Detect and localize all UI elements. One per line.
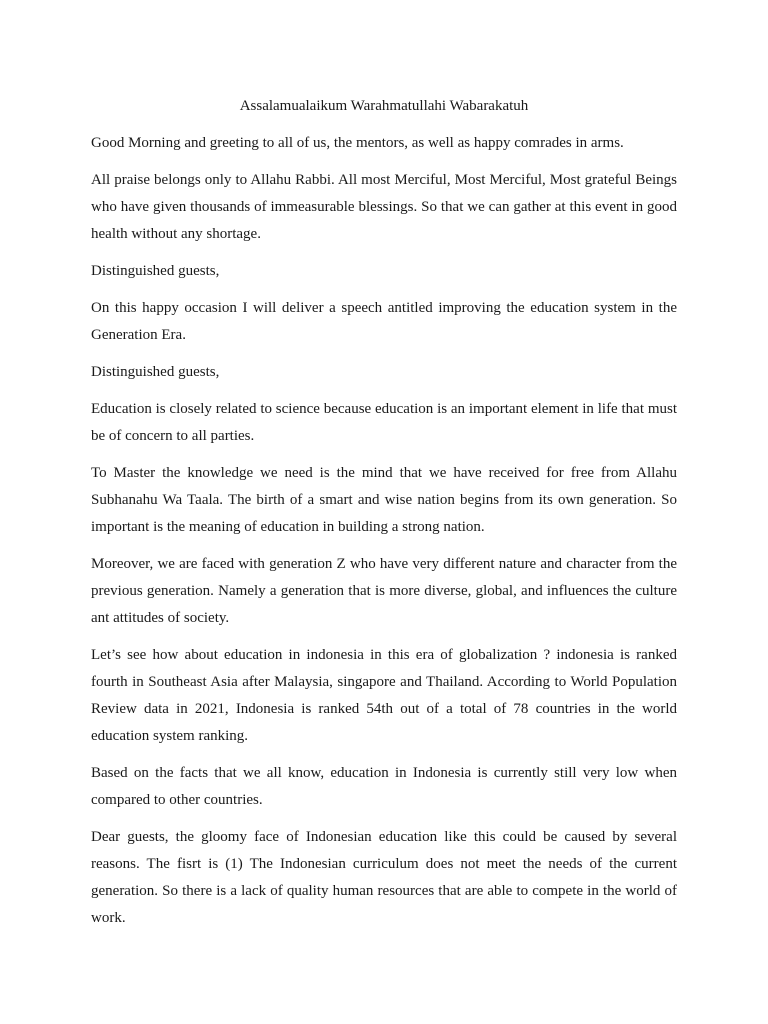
document-title: Assalamualaikum Warahmatullahi Wabarakatuh: [239, 98, 529, 114]
paragraph-reasons: Dear guests, the gloomy face of Indonesian education like this could be caused by several reasons. The fisrt is (1) The Indonesian curriculum does not meet the needs of the current generation. So there is a lack of quality human resources that are able to compete in the world of work.: [91, 829, 677, 926]
paragraph-praise: All praise belongs only to Allahu Rabbi. All most Merciful, Most Merciful, Most grateful Beings who have given thousands of immeasurable blessings. So that we can gather at this event in good health without any shortage.: [91, 172, 677, 242]
paragraph-ranking: Let’s see how about education in indonesia in this era of globalization ? indonesia is ranked fourth in Southeast Asia after Malaysia, singapore and Thailand. According to World Population Review data in 2021, Indonesia is ranked 54th out of a total of 78 countries in the world education system ranking.: [91, 647, 677, 744]
paragraph-generation-z: Moreover, we are faced with generation Z who have very different nature and character from the previous generation. Namely a generation that is more diverse, global, and influences the culture ant attitudes of society.: [91, 556, 677, 626]
paragraph-greeting: Good Morning and greeting to all of us, the mentors, as well as happy comrades in arms.: [91, 135, 624, 151]
paragraph-master-knowledge: To Master the knowledge we need is the mind that we have received for free from Allahu Subhanahu Wa Taala. The birth of a smart and wise nation begins from its own generation. So important is the meaning of education in building a strong nation.: [91, 465, 677, 535]
paragraph-facts: Based on the facts that we all know, education in Indonesia is currently still very low when compared to other countries.: [91, 765, 677, 808]
paragraph-occasion: On this happy occasion I will deliver a speech antitled improving the education system in the Generation Era.: [91, 300, 677, 343]
paragraph-salutation: Distinguished guests,: [91, 263, 220, 279]
paragraph-salutation: Distinguished guests,: [91, 364, 220, 380]
paragraph-education-science: Education is closely related to science because education is an important element in life that must be of concern to all parties.: [91, 401, 677, 444]
